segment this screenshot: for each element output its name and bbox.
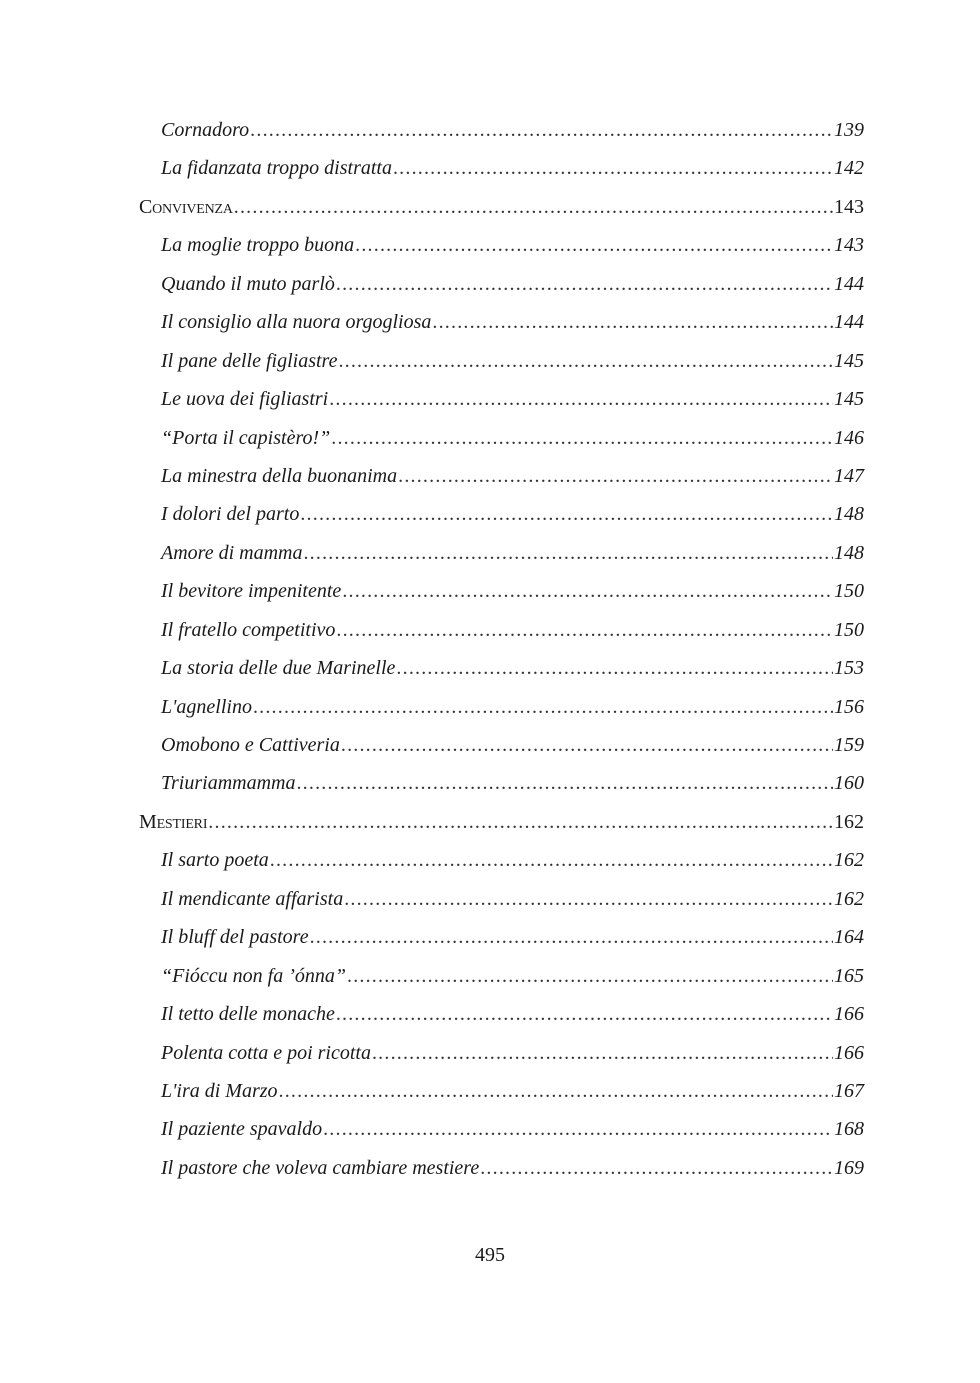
toc-page-number: 146: [834, 426, 864, 449]
toc-entry-title: Amore di mamma: [161, 541, 303, 564]
toc-entry-title: Il sarto poeta: [161, 849, 269, 872]
toc-entry-title: La storia delle due Marinelle: [161, 657, 396, 680]
toc-entry: [0, 456, 980, 494]
dot-leader: [393, 156, 833, 180]
dot-leader: [270, 848, 833, 872]
toc-section: [0, 802, 980, 840]
toc-page-number: 167: [834, 1079, 864, 1102]
toc-entry-title: Il bevitore impenitente: [161, 580, 342, 603]
toc-page-number: 144: [834, 311, 864, 334]
toc-entry-title: Quando il muto parlò: [161, 272, 335, 295]
dot-leader: [253, 695, 833, 719]
toc-page-number: 142: [834, 157, 864, 180]
dot-leader: [396, 656, 833, 680]
toc-entry-title: I dolori del parto: [161, 503, 300, 526]
toc-entry-title: Il pastore che voleva cambiare mestiere: [161, 1156, 480, 1179]
toc-entry: [0, 687, 980, 725]
toc-page-number: 169: [834, 1156, 864, 1179]
toc-entry-title: Il pane delle figliastre: [161, 349, 338, 372]
toc-page-number: 148: [834, 503, 864, 526]
toc-page-number: 156: [834, 695, 864, 718]
toc-page-number: 162: [834, 810, 864, 833]
dot-leader: [344, 887, 833, 911]
toc-entry: [0, 533, 980, 571]
toc-section: [0, 187, 980, 225]
toc-entry: [0, 225, 980, 263]
toc-entry: [0, 571, 980, 609]
toc-page-number: 153: [834, 657, 864, 680]
toc-page-number: 165: [834, 964, 864, 987]
dot-leader: [310, 925, 833, 949]
toc-page-number: 166: [834, 1003, 864, 1026]
toc-entry-title: Triuriammamma: [161, 772, 296, 795]
toc-entry: [0, 725, 980, 763]
toc-entry: [0, 1071, 980, 1109]
toc-page-number: 164: [834, 926, 864, 949]
toc-entry: [0, 956, 980, 994]
page-number: 495: [475, 1244, 505, 1266]
toc-entry-title: La fidanzata troppo distratta: [161, 157, 392, 180]
dot-leader: [336, 618, 833, 642]
dot-leader: [250, 118, 833, 142]
toc-page-number: 148: [834, 541, 864, 564]
toc-page-number: 145: [834, 388, 864, 411]
toc-page-number: 159: [834, 734, 864, 756]
toc-page-number: 166: [834, 1041, 864, 1064]
dot-leader: [336, 272, 833, 296]
dot-leader: [300, 502, 833, 526]
dot-leader: [323, 1117, 833, 1141]
dot-leader: [341, 733, 833, 757]
toc-entry-title: Il paziente spavaldo: [161, 1118, 323, 1141]
toc-page-number: 145: [834, 349, 864, 372]
toc-page-number: 143: [834, 234, 864, 257]
toc-entry-title: L'ira di Marzo: [161, 1079, 278, 1102]
toc-page-number: 147: [834, 464, 864, 487]
toc-entry-title: Il consiglio alla nuora orgogliosa: [161, 311, 432, 334]
toc-entry: [0, 917, 980, 955]
toc-entry: [0, 418, 980, 456]
toc-entry-title: “Porta il capistèro!”: [161, 426, 331, 449]
toc-page-number: 144: [834, 272, 864, 295]
dot-leader: [336, 1002, 833, 1026]
toc-section-title: Convivenza: [139, 195, 233, 218]
toc-page-number: 168: [834, 1118, 864, 1141]
toc-page-number: 150: [834, 580, 864, 603]
dot-leader: [331, 426, 833, 450]
toc-entry-title: L'agnellino: [161, 695, 252, 718]
toc-page-number: 143: [834, 195, 864, 218]
toc-entry: [0, 110, 980, 148]
toc-page-number: 162: [834, 887, 864, 910]
table-of-contents: [0, 110, 980, 1186]
toc-entry-title: Cornadoro: [161, 119, 250, 141]
toc-entry: [0, 1148, 980, 1186]
toc-entry: [0, 1109, 980, 1147]
dot-leader: [355, 233, 833, 257]
toc-entry-title: Omobono e Cattiveria: [161, 734, 340, 756]
toc-entry: [0, 610, 980, 648]
toc-entry-title: Le uova dei figliastri: [161, 388, 329, 411]
toc-entry: [0, 148, 980, 186]
toc-entry: [0, 264, 980, 302]
toc-page-number: 150: [834, 618, 864, 641]
toc-entry: [0, 1033, 980, 1071]
toc-entry: [0, 994, 980, 1032]
toc-entry-title: Il tetto delle monache: [161, 1003, 335, 1026]
dot-leader: [338, 349, 833, 373]
dot-leader: [208, 810, 833, 834]
toc-entry-title: Il fratello competitivo: [161, 618, 336, 641]
toc-entry-title: Polenta cotta e poi ricotta: [161, 1041, 371, 1064]
toc-entry: [0, 763, 980, 801]
toc-entry: [0, 648, 980, 686]
dot-leader: [303, 541, 833, 565]
toc-page-number: 139: [834, 119, 864, 141]
toc-page-number: 162: [834, 849, 864, 872]
dot-leader: [329, 387, 833, 411]
toc-section-title: Mestieri: [139, 810, 208, 833]
dot-leader: [342, 579, 833, 603]
dot-leader: [347, 964, 833, 988]
toc-entry-title: Il mendicante affarista: [161, 887, 344, 910]
dot-leader: [480, 1156, 833, 1180]
toc-entry: [0, 494, 980, 532]
toc-entry: [0, 879, 980, 917]
dot-leader: [296, 771, 833, 795]
dot-leader: [279, 1079, 833, 1103]
toc-entry: [0, 341, 980, 379]
dot-leader: [432, 310, 833, 334]
toc-entry-title: La minestra della buonanima: [161, 464, 398, 487]
toc-entry-title: Il bluff del pastore: [161, 926, 309, 949]
toc-page-number: 160: [834, 772, 864, 795]
toc-entry: [0, 840, 980, 878]
toc-entry: [0, 379, 980, 417]
dot-leader: [372, 1041, 833, 1065]
toc-entry-title: La moglie troppo buona: [161, 234, 355, 257]
toc-entry: [0, 302, 980, 340]
toc-entry-title: “Fióccu non fa ’ónna”: [161, 964, 346, 987]
dot-leader: [234, 195, 833, 219]
dot-leader: [398, 464, 833, 488]
